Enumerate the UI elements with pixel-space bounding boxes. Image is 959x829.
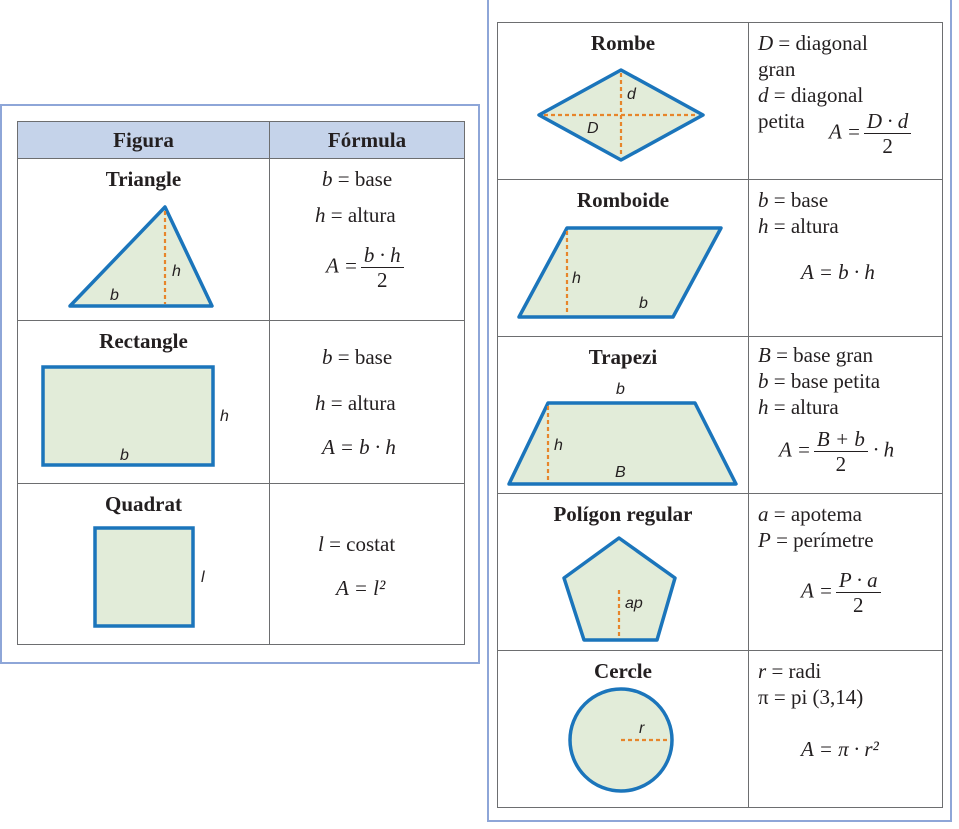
polygon-var-P: P <box>758 528 771 552</box>
rhombus-def-D: = diagonal <box>778 31 868 55</box>
rhomboid-figure-cell <box>498 180 749 337</box>
rectangle-label-h: h <box>220 408 229 425</box>
rhombus-def-D-cont: gran <box>758 57 796 81</box>
circle-def-r: = radi <box>771 659 822 683</box>
polygon-formula-cell <box>749 494 943 651</box>
polygon-area-num: P · a <box>836 568 881 593</box>
circle-var-r: r <box>758 659 767 683</box>
triangle-formula-cell <box>270 159 465 321</box>
rectangle-def-h: = altura <box>330 391 396 415</box>
rectangle-figure-cell <box>18 321 270 484</box>
rhombus-area-fraction <box>864 109 911 158</box>
trapezoid-area-rhs: · h <box>873 437 895 462</box>
rhombus-shape <box>498 23 749 180</box>
rectangle-formula-cell <box>270 321 465 484</box>
left-formula-table <box>17 121 465 645</box>
square-area: A = l² <box>336 576 386 600</box>
trapezoid-label-b: b <box>616 381 625 398</box>
pentagon-shape <box>498 494 749 651</box>
rhombus-var-d: d <box>758 83 769 107</box>
polygon-def-a: = apotema <box>773 502 862 526</box>
rhomboid-shape <box>498 180 749 337</box>
polygon-area-den: 2 <box>852 593 864 617</box>
square-formula-cell <box>270 484 465 645</box>
trapezoid-label-h: h <box>554 437 563 454</box>
rectangle-title: Rectangle <box>99 329 188 353</box>
triangle-def-h: = altura <box>330 203 396 227</box>
trapezoid-figure-cell <box>498 337 749 494</box>
square-shape <box>18 484 270 645</box>
triangle-area-num: b · h <box>361 243 404 268</box>
rhomboid-var-h: h <box>758 214 769 238</box>
trapezoid-def-b: = base petita <box>773 369 881 393</box>
circle-title: Cercle <box>594 659 652 683</box>
rectangle-label-b: b <box>120 447 129 464</box>
triangle-var-h: h <box>315 203 326 227</box>
trapezoid-var-b: b <box>758 369 769 393</box>
polygon-figure-cell <box>498 494 749 651</box>
circle-label-r: r <box>639 720 645 737</box>
square-label-l: l <box>201 569 205 586</box>
triangle-var-b: b <box>322 167 333 191</box>
rhomboid-var-b: b <box>758 188 769 212</box>
triangle-title: Triangle <box>105 167 182 191</box>
circle-area: A = π · r² <box>801 737 879 761</box>
rectangle-var-h: h <box>315 391 326 415</box>
polygon-title: Polígon regular <box>553 502 693 526</box>
rhomboid-label-b: b <box>639 295 648 312</box>
rhombus-def-d: = diagonal <box>773 83 864 107</box>
trapezoid-area-lhs: A = <box>779 437 811 462</box>
trapezoid-var-h: h <box>758 395 769 419</box>
square-title: Quadrat <box>104 492 182 516</box>
rhombus-def-d-cont: petita <box>758 109 805 133</box>
rhomboid-def-b: = base <box>773 188 829 212</box>
trapezoid-def-h: = altura <box>773 395 839 419</box>
triangle-label-h: h <box>172 263 181 280</box>
header-formula: Fórmula <box>270 122 465 159</box>
rhombus-label-D: D <box>587 120 599 137</box>
rhomboid-area: A = b · h <box>801 260 875 284</box>
triangle-area-lhs: A = <box>326 253 358 278</box>
circle-shape <box>498 651 749 808</box>
rhombus-area-lhs: A = <box>829 119 861 144</box>
circle-figure-cell <box>498 651 749 808</box>
rhombus-var-D: D <box>758 31 774 55</box>
circle-formula-cell <box>749 651 943 808</box>
trapezoid-area-den: 2 <box>835 452 847 476</box>
right-formula-table <box>497 22 943 808</box>
triangle-shape <box>18 159 270 321</box>
trapezoid-area-fraction <box>814 427 868 476</box>
square-figure-cell <box>18 484 270 645</box>
rhombus-area-den: 2 <box>882 134 893 158</box>
trapezoid-formula-cell <box>749 337 943 494</box>
rhomboid-label-h: h <box>572 270 581 287</box>
polygon-area-fraction <box>836 568 881 617</box>
square-var-l: l <box>318 532 324 556</box>
rhomboid-formula-cell <box>749 180 943 337</box>
rectangle-area: A = b · h <box>322 435 396 459</box>
rhombus-figure-cell <box>498 23 749 180</box>
rhombus-formula-cell <box>749 23 943 180</box>
trapezoid-label-B: B <box>615 464 626 481</box>
rectangle-def-b: = base <box>337 345 393 369</box>
trapezoid-area-num: B + b <box>814 427 868 452</box>
polygon-def-P: = perímetre <box>776 528 874 552</box>
trapezoid-shape <box>498 337 749 494</box>
trapezoid-def-B: = base gran <box>776 343 874 367</box>
triangle-area-den: 2 <box>377 268 388 292</box>
trapezoid-var-B: B <box>758 343 771 367</box>
rectangle-shape <box>18 321 270 484</box>
rhomboid-title: Romboide <box>576 188 670 212</box>
rhombus-title: Rombe <box>590 31 656 55</box>
triangle-label-b: b <box>110 287 119 304</box>
square-def-l: = costat <box>329 532 396 556</box>
rhombus-area-num: D · d <box>864 109 911 134</box>
polygon-label-ap: ap <box>625 595 643 612</box>
rectangle-var-b: b <box>322 345 333 369</box>
polygon-area-lhs: A = <box>801 578 833 603</box>
circle-var-pi: π <box>758 685 769 709</box>
polygon-var-a: a <box>758 502 769 526</box>
rhomboid-def-h: = altura <box>773 214 839 238</box>
triangle-area-fraction <box>361 243 404 292</box>
circle-def-pi: = pi (3,14) <box>773 685 864 709</box>
triangle-figure-cell <box>18 159 270 321</box>
rhombus-label-d: d <box>627 86 636 103</box>
trapezoid-title: Trapezi <box>588 345 658 369</box>
header-figure: Figura <box>18 122 270 159</box>
triangle-def-b: = base <box>337 167 393 191</box>
